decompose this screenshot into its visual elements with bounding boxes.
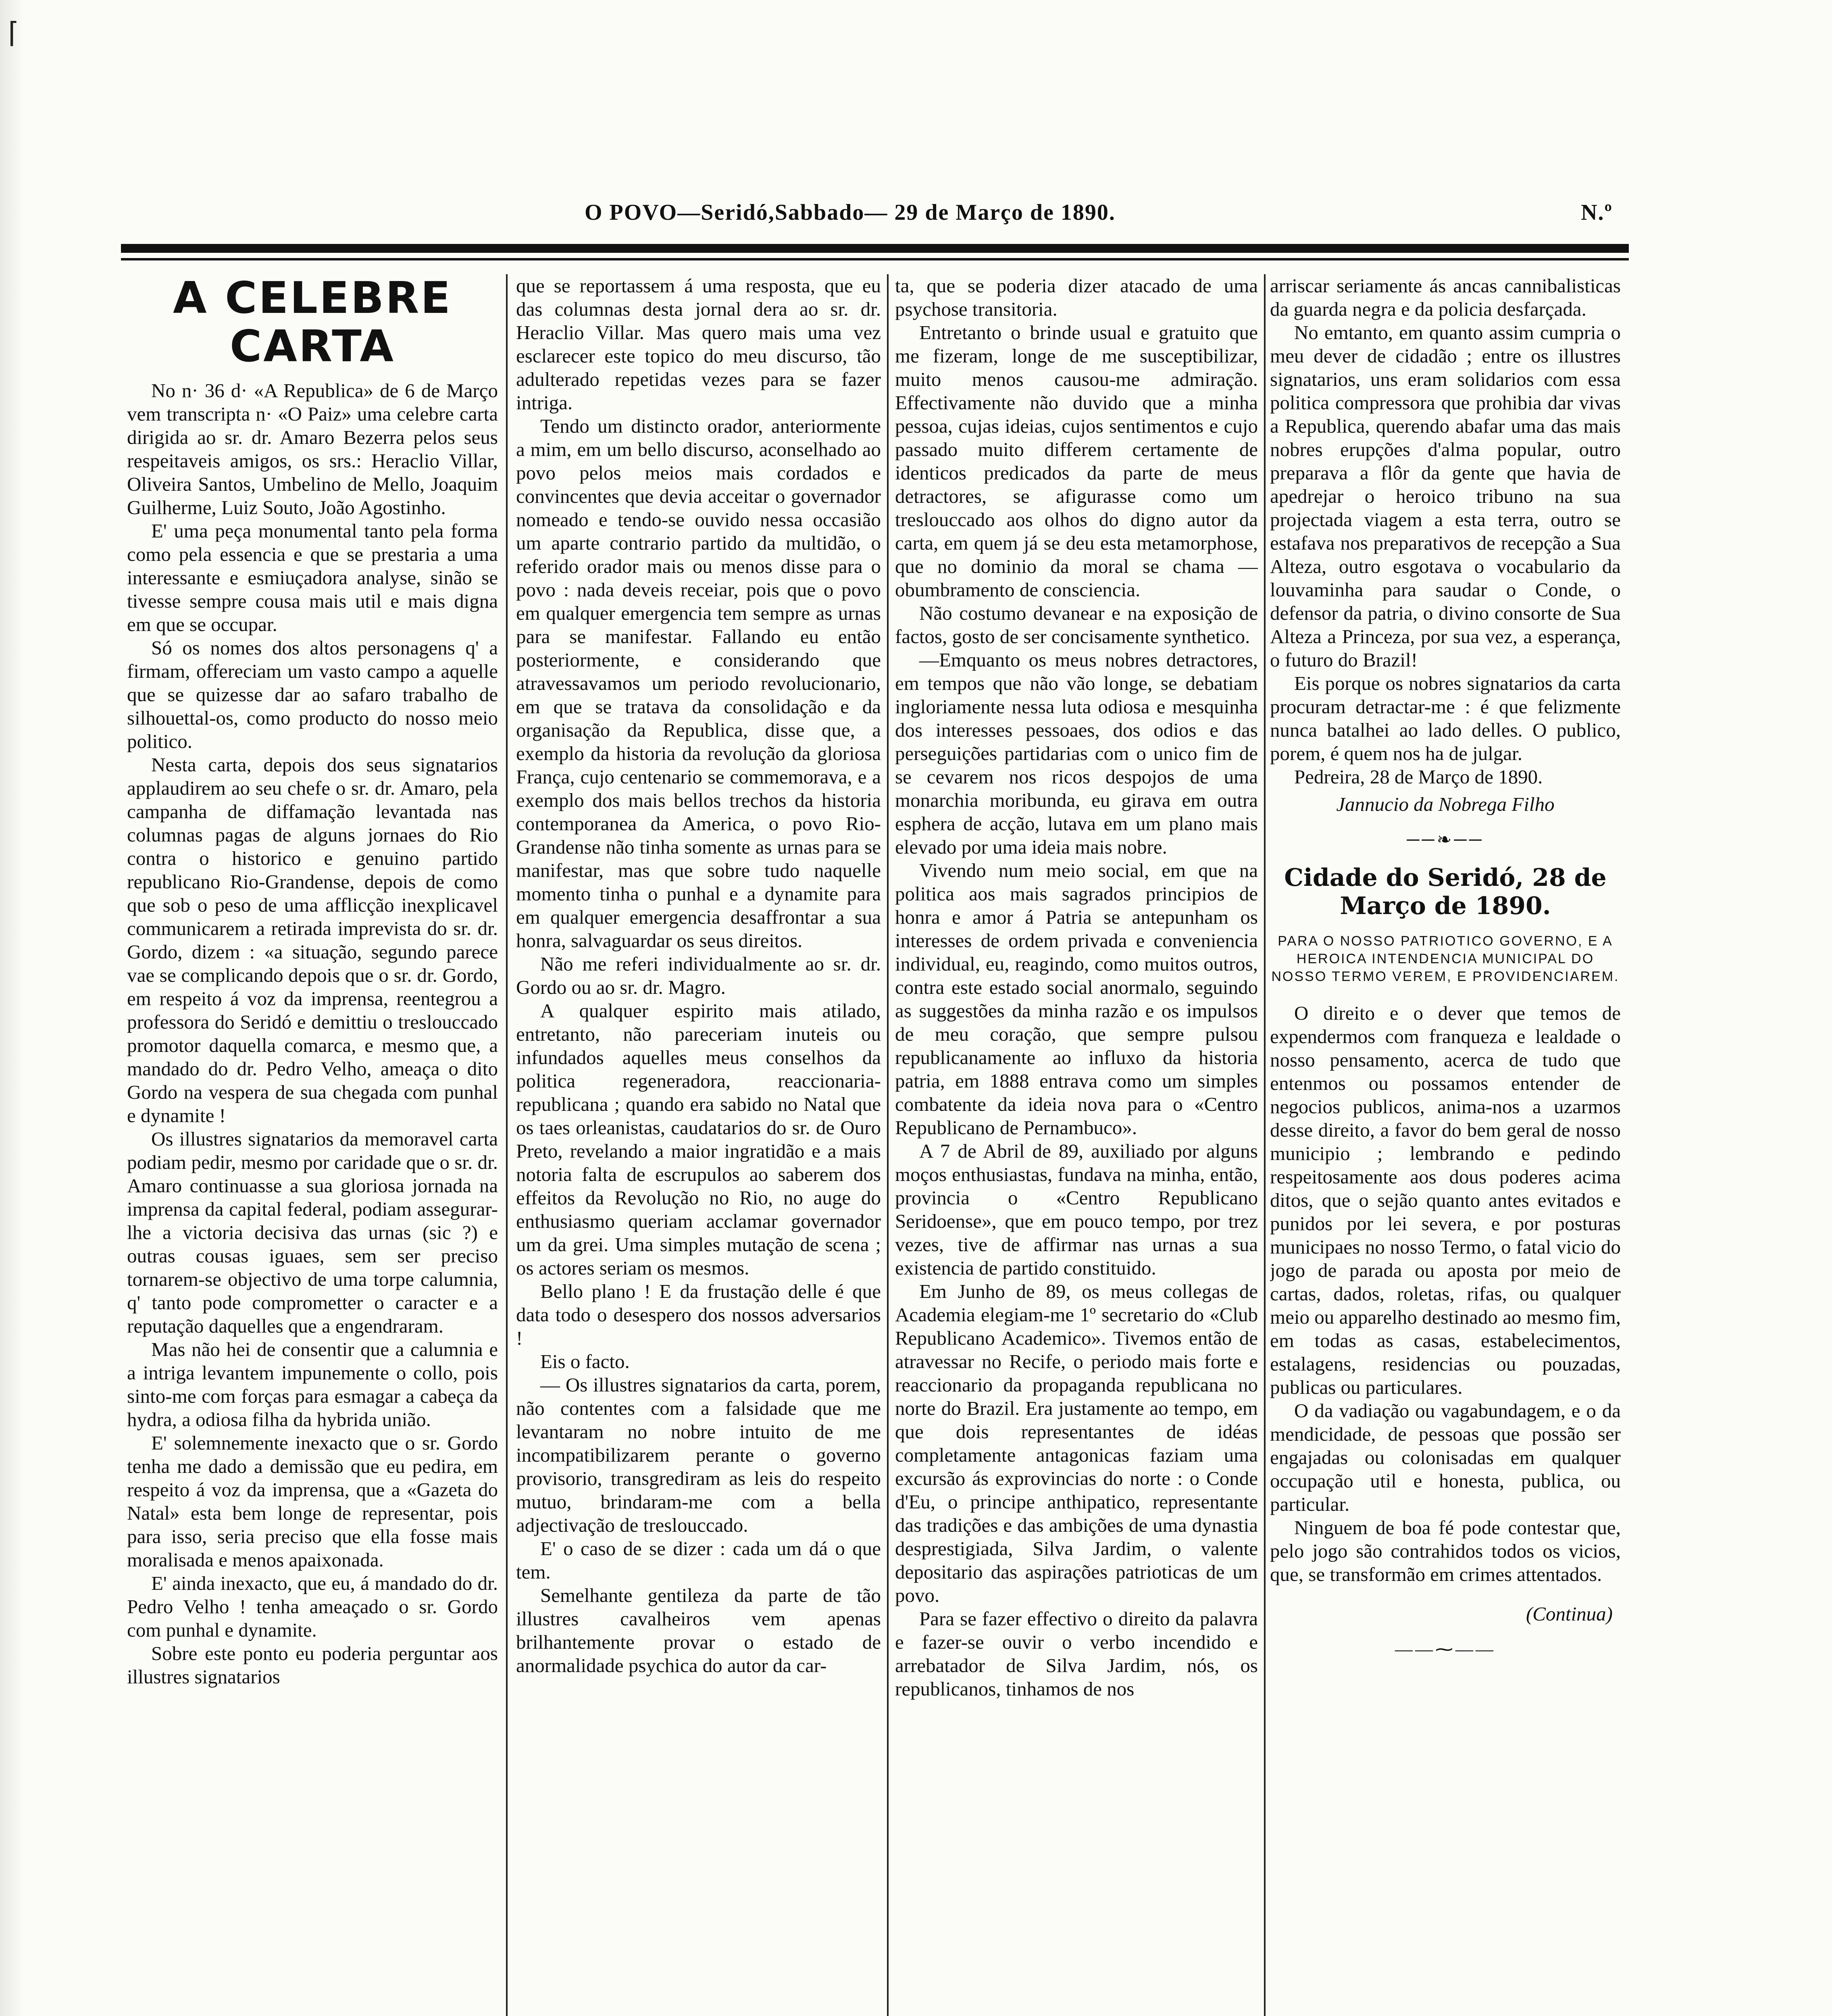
paragraph: Em Junho de 89, os meus collegas de Academia elegiam-me 1º secretario do «Club Republicano Academico». Tivemos então de atravessar no Recife, o periodo mais forte e reaccionario da propaganda republicana no norte do Brazil. Era justamente ao tempo, em que dois representantes de idéas completamente antagonicas faziam uma excursão ás exprovincias do norte : o Conde d'Eu, o principe anthipatico, representante das tradições e das ambições de uma dynastia desprestigiada, Silva Jardim, o valente depositario das aspirações patrioticas de um povo. (895, 1280, 1258, 1606)
paragraph: Sobre este ponto eu poderia perguntar aos illustres signatarios (127, 1642, 498, 1688)
page-number: N.º (1581, 200, 1613, 225)
paragraph: O da vadiação ou vagabundagem, e o da mendicidade, de pessoas que possão ser engajadas ou colonisadas em qualquer occupação util e honesta, publica, ou particular. (1270, 1400, 1621, 1515)
paragraph: E' ainda inexacto, que eu, á mandado do dr. Pedro Velho ! tenha ameaçado o sr. Gordo com punhal e dynamite. (127, 1572, 498, 1641)
paragraph: Semelhante gentileza da parte de tão illustres cavalheiros vem apenas brilhantemente provar o estado de anormalidade psychica do autor da car- (516, 1584, 881, 1677)
ornament-divider: ──❧── (1407, 830, 1484, 850)
column-rule (887, 274, 889, 2016)
paragraph: Não me referi individualmente ao sr. dr. Gordo ou ao sr. dr. Magro. (516, 953, 881, 998)
column-1 (127, 274, 498, 2016)
paragraph: E' solemnemente inexacto que o sr. Gordo tenha me dado a demissão que eu pedira, em respeito á voz da imprensa, que a «Gazeta do Natal» esta bem longe de representar, pois para isso, seria preciso que ella fosse mais moralisada e menos apaixonada. (127, 1432, 498, 1571)
column-3 (895, 274, 1258, 2016)
column-4 (1270, 274, 1621, 2016)
scan-mark: ⌈ (8, 16, 19, 49)
paragraph: Eis o facto. (540, 1350, 630, 1372)
paragraph: Mas não hei de consentir que a calumnia e a intriga levantem impunemente o collo, pois sinto-me com forças para esmagar a cabeça da hydra, a odiosa filha da hybrida união. (127, 1338, 498, 1431)
paragraph: A 7 de Abril de 89, auxiliado por alguns moços enthusiastas, fundava na minha, então, provincia o «Centro Republicano Seridoense», que em pouco tempo, por trez vezes, tive de affirmar nas urnas a sua existencia de partido constituido. (895, 1140, 1258, 1279)
paragraph: Bello plano ! E da frustação delle é que data todo o desespero dos nossos adversarios ! (516, 1280, 881, 1349)
column-2 (516, 274, 881, 2016)
paragraph: Tendo um distincto orador, anteriormente a mim, em um bello discurso, aconselhado ao povo pelos meios mais cordados e convincentes que devia acceitar o governador nomeado e tendo-se ouvido nessa occasião um aparte contrario partido da multidão, o referido orador mais ou menos disse para o povo : nada deveis receiar, pois que o povo em qualquer emergencia tem sempre as urnas para se manifestar. Fallando eu então posteriormente, e considerando que atravessavamos um periodo revolucionario, em que se tratava da consolidação e da organisação da Republica, disse que, a exemplo da historia da revolução da gloriosa França, cujo centenario se commemorava, e a exemplo dos mais bellos trechos da historia contemporanea da America, o povo Rio-Grandense não tinha somente as urnas para se manifestar, mas que sobre tudo naquelle momento tinha o punhal e a dynamite para em qualquer emergencia desaffrontar a sua honra, salvaguardar os seus direitos. (516, 415, 881, 952)
header-rule-thin (121, 258, 1629, 260)
header-rule-thick (121, 244, 1629, 253)
header-title: O POVO—Seridó,Sabbado— 29 de Março de 1890. (585, 200, 1116, 225)
paragraph: Os illustres signatarios da memoravel carta podiam pedir, mesmo por caridade que o sr. dr. Amaro continuasse a sua gloriosa jornada na imprensa da capital federal, podiam assegurar-lhe a victoria decisiva das urnas (sic ?) e outras cousas iguaes, sem ser preciso tornarem-se objectivo de uma torpe calumnia, q' tanto pode comprometter o caracter e a reputação daquelles que a engendraram. (127, 1128, 498, 1337)
ornament-divider: ——⁓—— (1395, 1639, 1496, 1659)
paragraph: Nesta carta, depois dos seus signatarios applaudirem ao seu chefe o sr. dr. Amaro, pela campanha de diffamação levantada nas columnas pagas de alguns jornaes do Rio contra o historico e genuino partido republicano Rio-Grandense, depois de como que sob o peso de uma afflicção inexplicavel communicarem a retirada imprevista do sr. dr. Gordo, dizem : «a situação, segundo parece vae se complicando depois que o sr. dr. Gordo, em respeito á voz da imprensa, reentegrou a professora do Seridó e demittiu o treslouccado promotor daquella comarca, e mesmo que, a mandado do dr. Pedro Velho, ameaça o dito Gordo na vespera de sua chegada com punhal e dynamite ! (127, 754, 498, 1127)
paragraph: Para se fazer effectivo o direito da palavra e fazer-se ouvir o verbo incendido e arrebatador de Silva Jardim, nós, os republicanos, tinhamos de nos (895, 1608, 1258, 1700)
section-title: Cidade do Seridó, 28 de Março de 1890. (1284, 864, 1607, 920)
paragraph: Vivendo num meio social, em que na politica aos mais sagrados principios de honra e amor á Patria se antepunham os interesses de ordem privada e conveniencia individual, eu, reagindo, como muitos outros, contra este estado social anormalo, seguindo as suggestões da minha razão e os impulsos de meu coração, que sempre pulsou republicanamente ao influxo da historia patria, em 1888 entrava como um simples combatente da ideia nova para o «Centro Republicano de Pernambuco». (895, 859, 1258, 1139)
paragraph: que se reportassem á uma resposta, que eu das columnas desta jornal dera ao sr. dr. Heraclio Villar. Mas quero mais uma vez esclarecer este topico do meu discurso, tão adulterado repetidas vezes para se fazer intriga. (516, 275, 881, 414)
paragraph: No emtanto, em quanto assim cumpria o meu dever de cidadão ; entre os illustres signatarios, uns eram solidarios com essa politica compressora que prohibia dar vivas a Republica, querendo abafar uma das mais nobres erupções d'alma popular, outro preparava a flôr da gente que havia de apedrejar o heroico tribuno na sua projectada viagem a esta terra, outro se estafava nos preparativos de recepção a Sua Alteza, outro esgotava o vocabulario da louvaminha para saudar o Conde, o defensor da patria, o divino consorte de Sua Alteza a Princeza, por sua vez, a esperança, o futuro do Brazil! (1270, 321, 1621, 671)
paragraph: No n· 36 d· «A Republica» de 6 de Março vem transcripta n· «O Paiz» uma celebre carta dirigida ao sr. dr. Amaro Bezerra pelos seus respeitaveis amigos, os srs.: Heraclio Villar, Oliveira Santos, Umbelino de Mello, Joaquim Guilherme, Luiz Souto, João Agostinho. (127, 379, 498, 519)
paragraph: — Os illustres signatarios da carta, porem, não contentes com a falsidade que me levantaram no nobre intuito de me incompatibilizarem perante o governo provisorio, transgrediram as leis do respeito mutuo, brindaram-me com a bella adjectivação de treslouccado. (516, 1374, 881, 1536)
paragraph: Só os nomes dos altos personagens q' a firmam, offereciam um vasto campo a aquelle que se quizesse dar ao safaro trabalho de silhouettal-os, como producto do nosso meio politico. (127, 637, 498, 752)
article-headline: A CELEBRE CARTA (173, 274, 452, 372)
paragraph: Não costumo devanear e na exposição de factos, gosto de ser concisamente synthetico. (895, 602, 1258, 648)
paragraph: arriscar seriamente ás ancas cannibalisticas da guarda negra e da policia desfarçada. (1270, 275, 1621, 320)
paragraph: A qualquer espirito mais atilado, entretanto, não pareceriam inuteis ou infundados aquelles meus conselhos da politica regeneradora, reaccionaria-republicana ; quando era sabido no Natal que os taes orleanistas, caudatarios do sr. de Ouro Preto, revelando a maior ingratidão e a mais notoria falta de escrupulos ao saberem dos effeitos da Revolução no Rio, no auge do enthusiasmo queriam acclamar governador um da grei. Uma simples mutação de scena ; os actores seriam os mesmos. (516, 1000, 881, 1279)
continua-note: (Continua) (1526, 1603, 1613, 1625)
paragraph: Eis porque os nobres signatarios da carta procuram detractar-me : é que felizmente nunca batalhei ao lado delles. O publico, porem, é quem nos ha de julgar. (1270, 672, 1621, 764)
paragraph: Entretanto o brinde usual e gratuito que me fizeram, longe de me susceptibilizar, muito menos causou-me admiração. Effectivamente não duvido que a minha pessoa, cujas ideias, cujos sentimentos e cujo passado muito differem certamente de identicos predicados da parte de meus detractores, se afigurasse como um treslouccado aos olhos do digno autor da carta, em quem já se deu esta metamorphose, que no dominio da moral se chama —obumbramento de consciencia. (895, 321, 1258, 601)
paragraph: Ninguem de boa fé pode contestar que, pelo jogo são contrahidos todos os vicios, que, se transformão em crimes attentados. (1270, 1516, 1621, 1585)
paragraph: E' uma peça monumental tanto pela forma como pela essencia e que se prestaria a uma interessante e esmiuçadora analyse, sinão se tivesse sempre cousa mais util e mais digna em que se occupar. (127, 520, 498, 635)
page-header (121, 200, 1629, 232)
scan-edge (0, 0, 24, 2016)
paragraph: —Emquanto os meus nobres detractores, em tempos que não vão longe, se debatiam ingloriamente nessa luta odiosa e mesquinha dos interesses pessoaes, dos odios e das perseguições partidarias com o unico fim de se cevarem nos ricos despojos de uma monarchia moribunda, eu girava em outra esphera de acção, lutava em um plano mais elevado por uma ideia mais nobre. (895, 649, 1258, 858)
column-rule (1264, 274, 1266, 2016)
paragraph: E' o caso de se dizer : cada um dá o que tem. (516, 1537, 881, 1583)
paragraph: O direito e o dever que temos de expendermos com franqueza e lealdade o nosso pensamento, acerca de tudo que entenmos ou possamos entender de negocios publicos, anima-nos a uzarmos desse direito, a favor do bem geral de nosso municipio ; lembrando e pedindo respeitosamente aos dous poderes acima ditos, que o sejão quanto antes evitados e punidos por lei severa, e por posturas municipaes no nosso Termo, o fatal vicio do jogo de parada ou aposta por meio de cartas, dados, roletas, rifas, ou qualquer meio ou apparelho destinado ao mesmo fim, em todas as casas, estabelecimentos, estalagens, residencias ou pouzadas, publicas ou particulares. (1270, 1002, 1621, 1398)
signature: Jannucio da Nobrega Filho (1336, 793, 1555, 815)
dedication: PARA O NOSSO PATRIOTICO GOVERNO, E A HEROICA INTENDENCIA MUNICIPAL DO NOSSO TERMO VEREM, E PROVIDENCIAREM. (1271, 933, 1620, 984)
column-rule (506, 274, 508, 2016)
dateline: Pedreira, 28 de Março de 1890. (1294, 766, 1543, 788)
paragraph: ta, que se poderia dizer atacado de uma psychose transitoria. (895, 275, 1258, 320)
